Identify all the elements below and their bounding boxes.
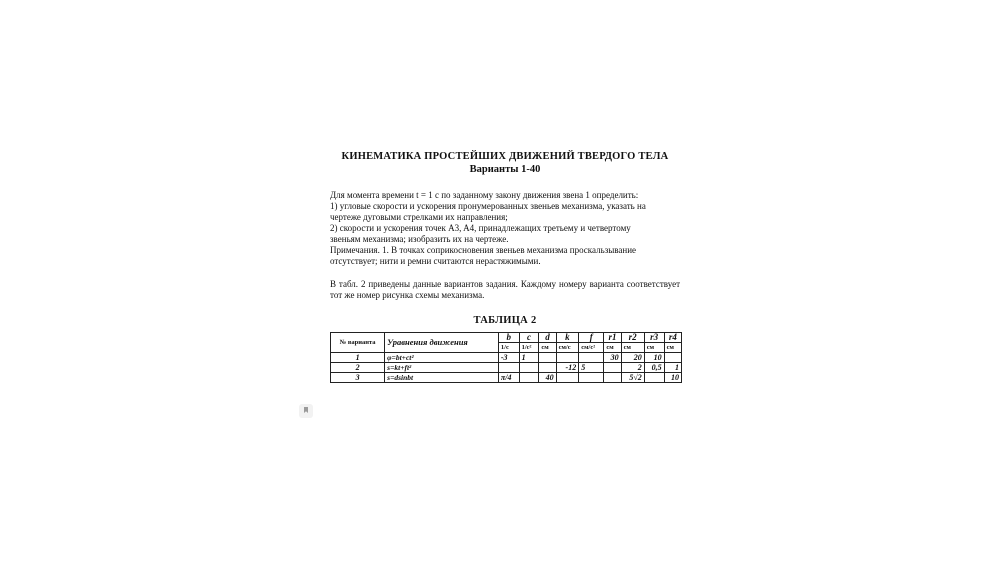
- cell-f: [579, 373, 604, 383]
- unit-d: см: [539, 343, 556, 353]
- unit-r2: см: [621, 343, 644, 353]
- header-d: d: [539, 333, 556, 343]
- cell-r2: 5√2: [621, 373, 644, 383]
- unit-b: 1/c: [498, 343, 519, 353]
- cell-eq: s=kt+ft²: [385, 363, 499, 373]
- header-k: k: [556, 333, 579, 343]
- intro-line: Примечания. 1. В точках соприкосновения звеньев механизма проскальзывание: [330, 245, 637, 255]
- cell-r4: 10: [664, 373, 681, 383]
- document-page: [330, 150, 680, 383]
- cell-r2: 2: [621, 363, 644, 373]
- cell-c: 1: [519, 353, 539, 363]
- cell-k: [556, 353, 579, 363]
- unit-f: см/с²: [579, 343, 604, 353]
- cell-f: 5: [579, 363, 604, 373]
- cell-r3: 0,5: [644, 363, 664, 373]
- unit-r1: см: [604, 343, 621, 353]
- cell-r4: 1: [664, 363, 681, 373]
- table-row: [331, 353, 682, 363]
- cell-c: [519, 373, 539, 383]
- header-r2: r2: [621, 333, 644, 343]
- cell-num: 1: [331, 353, 385, 363]
- cell-d: [539, 363, 556, 373]
- unit-c: 1/c²: [519, 343, 539, 353]
- cell-num: 2: [331, 363, 385, 373]
- cell-c: [519, 363, 539, 373]
- intro-line: чертеже дуговыми стрелками их направления;: [330, 212, 508, 222]
- cell-k: -12: [556, 363, 579, 373]
- header-r1: r1: [604, 333, 621, 343]
- table-header-row: [331, 333, 682, 343]
- intro-line: звеньям механизма; изобразить их на чертеже.: [330, 234, 509, 244]
- table-row: [331, 363, 682, 373]
- cell-r3: 10: [644, 353, 664, 363]
- header-variant-number: № варианта: [331, 333, 385, 353]
- document-title: КИНЕМАТИКА ПРОСТЕЙШИХ ДВИЖЕНИЙ ТВЕРДОГО ТЕЛА: [341, 151, 669, 162]
- cell-r3: [644, 373, 664, 383]
- header-b: b: [498, 333, 519, 343]
- cell-d: 40: [539, 373, 556, 383]
- intro-line: отсутствует; нити и ремни считаются нерастяжимыми.: [330, 256, 541, 266]
- cell-num: 3: [331, 373, 385, 383]
- cell-eq: s=dsinbt: [385, 373, 499, 383]
- cell-b: [498, 363, 519, 373]
- variants-table: [330, 332, 682, 383]
- header-c: c: [519, 333, 539, 343]
- bookmark-icon[interactable]: [299, 404, 313, 418]
- table-note: В табл. 2 приведены данные вариантов задания. Каждому номеру варианта соответствует тот же номер рисунка схемы механизма.: [330, 279, 680, 300]
- cell-f: [579, 353, 604, 363]
- header-r4: r4: [664, 333, 681, 343]
- intro-line: Для момента времени t = 1 c по заданному закону движения звена 1 определить:: [330, 190, 639, 200]
- cell-k: [556, 373, 579, 383]
- cell-eq: φ=bt+ct²: [385, 353, 499, 363]
- cell-r1: 30: [604, 353, 621, 363]
- cell-r1: [604, 373, 621, 383]
- unit-k: см/с: [556, 343, 579, 353]
- header-f: f: [579, 333, 604, 343]
- unit-r3: см: [644, 343, 664, 353]
- task-description: [330, 190, 680, 267]
- table-title: ТАБЛИЦА 2: [473, 315, 537, 326]
- document-subtitle: Варианты 1-40: [469, 164, 541, 175]
- cell-r1: [604, 363, 621, 373]
- intro-line: 2) скорости и ускорения точек A3, A4, принадлежащих третьему и четвертому: [330, 223, 631, 233]
- cell-r2: 20: [621, 353, 644, 363]
- cell-r4: [664, 353, 681, 363]
- header-r3: r3: [644, 333, 664, 343]
- unit-r4: см: [664, 343, 681, 353]
- header-equations: Уравнения движения: [385, 333, 499, 353]
- cell-b: -3: [498, 353, 519, 363]
- table-row: [331, 373, 682, 383]
- cell-b: π/4: [498, 373, 519, 383]
- intro-line: 1) угловые скорости и ускорения пронумерованных звеньев механизма, указать на: [330, 201, 646, 211]
- cell-d: [539, 353, 556, 363]
